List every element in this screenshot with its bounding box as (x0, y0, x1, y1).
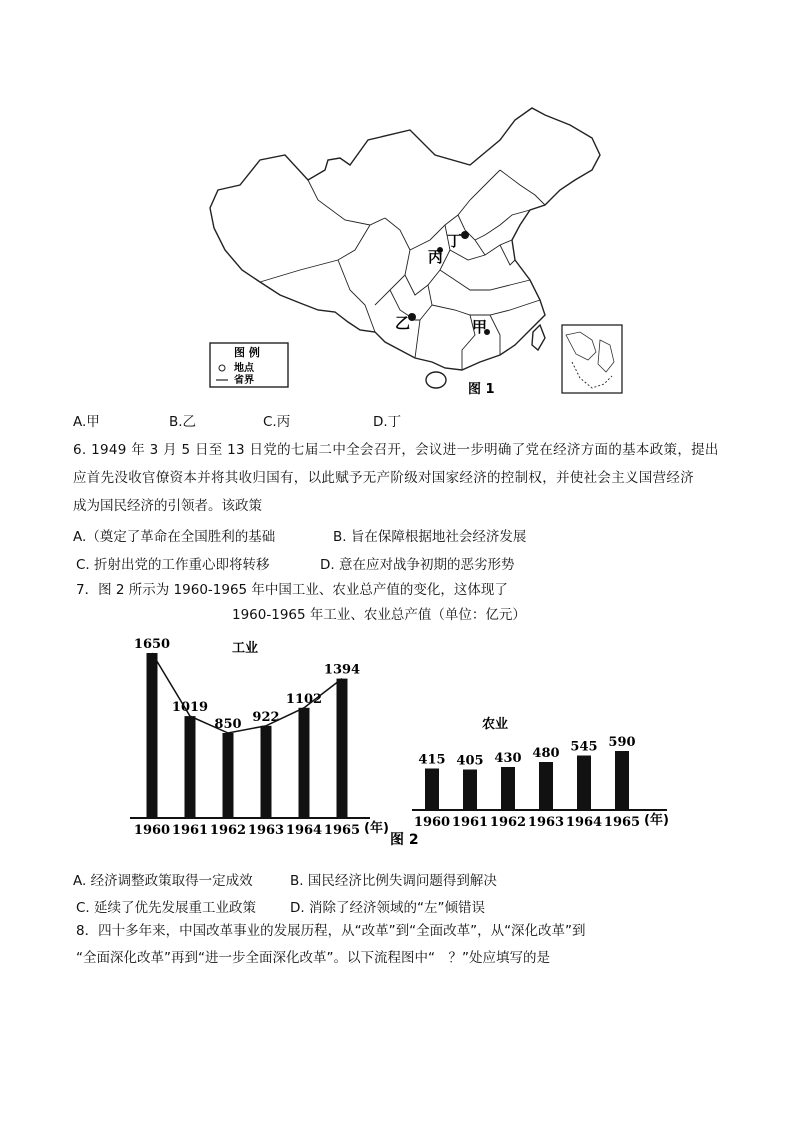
agriculture-tick-label: 1964 (565, 815, 603, 830)
q5-option-b: B.乙 (169, 414, 197, 430)
province-boundaries (260, 170, 545, 370)
industry-tick-label: 1961 (171, 823, 209, 838)
figure-2-title: 1960-1965 年工业、农业总产值（单位：亿元） (232, 607, 526, 623)
agriculture-tick-label: 1960 (413, 815, 451, 830)
agriculture-bar (615, 751, 629, 810)
legend-title: 图 例 (234, 346, 260, 359)
marker-ding (461, 231, 469, 239)
agriculture-bar (539, 762, 553, 810)
industry-value-label: 922 (252, 709, 280, 725)
industry-tick-label: 1960 (133, 823, 171, 838)
industry-value-label: 1019 (171, 700, 209, 716)
q7-option-c: C. 延续了优先发展重工业政策 (76, 900, 257, 916)
agriculture-value-label: 480 (532, 746, 560, 761)
q8-stem-line-2: “全面深化改革”再到“进一步全面深化改革”。以下流程图中“ ？”处应填写的是 (76, 950, 550, 966)
legend-point-symbol (219, 365, 225, 371)
q6-option-d: D. 意在应对战争初期的恶劣形势 (320, 557, 515, 573)
industry-value-label: 1102 (285, 691, 323, 707)
q6-option-b: B. 旨在保障根据地社会经济发展 (333, 529, 527, 545)
agriculture-chart (412, 716, 669, 830)
q6-option-c: C. 折射出党的工作重心即将转移 (76, 557, 270, 573)
agriculture-value-label: 545 (570, 739, 598, 755)
china-map-figure (200, 100, 630, 400)
industry-tick-label: 1965 (323, 823, 361, 838)
industry-bar (337, 679, 348, 818)
legend-item-border: 省界 (234, 375, 254, 386)
industry-bar (185, 716, 196, 818)
map-legend (210, 343, 288, 387)
industry-bar (299, 708, 310, 818)
industry-tick-label: 1964 (285, 823, 323, 838)
industry-value-label: 1650 (133, 637, 171, 652)
agriculture-series-label: 农业 (482, 717, 509, 732)
industry-unit-label: (年) (364, 821, 389, 836)
hainan-island (426, 372, 446, 388)
agriculture-value-label: 590 (608, 735, 636, 750)
agriculture-bar (463, 770, 477, 811)
agriculture-tick-label: 1965 (603, 815, 641, 830)
agriculture-bar (425, 769, 439, 811)
label-yi: 乙 (395, 314, 411, 332)
industry-tick-label: 1963 (247, 823, 285, 838)
q5-option-d: D.丁 (373, 414, 402, 430)
industry-value-label: 850 (214, 717, 242, 732)
legend-item-point: 地点 (234, 363, 254, 374)
figure-2-caption: 图 2 (390, 832, 419, 848)
q6-stem-line-1: 6. 1949 年 3 月 5 日至 13 日党的七届二中全会召开，会议进一步明确了党在经济方面的基本政策，提出 (73, 442, 719, 458)
q5-option-a: A.甲 (73, 414, 100, 430)
agriculture-value-label: 415 (418, 752, 446, 768)
industry-bar (223, 733, 234, 818)
taiwan-island (532, 325, 545, 350)
industry-bar (147, 653, 158, 818)
agriculture-tick-label: 1963 (527, 815, 565, 830)
q7-option-d: D. 消除了经济领域的“左”倾错误 (290, 900, 485, 916)
label-ding: 丁 (447, 232, 463, 250)
q6-option-a: A.（奠定了革命在全国胜利的基础 (73, 529, 276, 545)
agriculture-tick-label: 1962 (489, 815, 527, 830)
label-bing: 丙 (428, 248, 444, 266)
agriculture-value-label: 430 (494, 751, 522, 766)
agriculture-value-label: 405 (456, 753, 484, 769)
figure-1-caption: 图 1 (468, 382, 495, 397)
agriculture-unit-label: (年) (644, 813, 669, 828)
figure-2-bar-charts (120, 630, 680, 850)
q7-stem: 7．图 2 所示为 1960-1965 年中国工业、农业总产值的变化，这体现了 (76, 582, 508, 598)
industry-tick-label: 1962 (209, 823, 247, 838)
q7-option-a: A. 经济调整政策取得一定成效 (73, 873, 253, 889)
q8-stem-line-1: 8．四十多年来，中国改革事业的发展历程，从“改革”到“全面改革”，从“深化改革”到 (76, 923, 586, 939)
q5-option-c: C.丙 (263, 414, 291, 430)
q6-stem-line-3: 成为国民经济的引领者。该政策 (73, 498, 262, 514)
agriculture-tick-label: 1961 (451, 815, 489, 830)
label-jia: 甲 (472, 318, 488, 336)
industry-bar (261, 726, 272, 818)
industry-value-label: 1394 (323, 662, 361, 678)
agriculture-bar (577, 756, 591, 811)
industry-chart (130, 637, 389, 838)
q6-stem-line-2: 应首先没收官僚资本并将其收归国有，以此赋予无产阶级对国家经济的控制权，并使社会主义国营经济 (73, 470, 694, 486)
q7-option-b: B. 国民经济比例失调问题得到解决 (290, 873, 497, 889)
industry-series-label: 工业 (232, 641, 259, 656)
south-china-sea-inset (562, 325, 622, 393)
agriculture-bar (501, 767, 515, 810)
